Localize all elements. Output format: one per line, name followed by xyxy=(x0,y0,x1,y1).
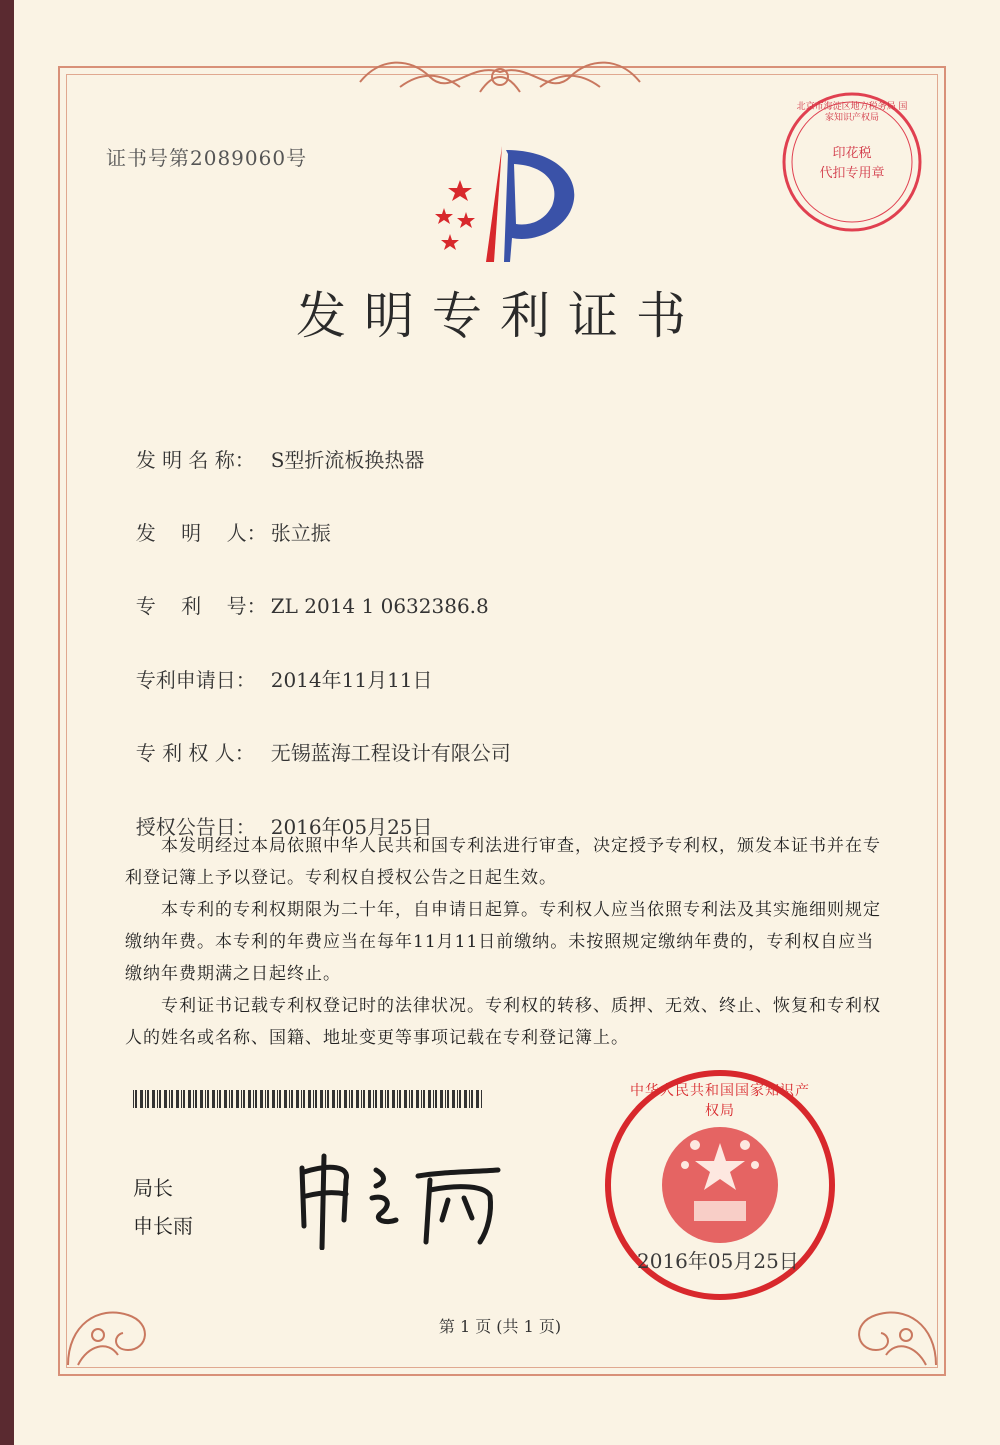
barcode-stripe xyxy=(260,1090,263,1108)
seal-ring-text: 中华人民共和国国家知识产权局 xyxy=(630,1083,810,1119)
barcode-stripe xyxy=(428,1090,431,1108)
barcode-stripe xyxy=(212,1090,215,1108)
barcode-stripe xyxy=(476,1090,479,1108)
barcode-stripe xyxy=(272,1090,275,1108)
barcode-stripe xyxy=(421,1090,422,1108)
barcode-stripe xyxy=(433,1090,434,1108)
barcode-stripe xyxy=(387,1090,389,1108)
barcode-stripe xyxy=(385,1090,386,1108)
barcode-stripe xyxy=(301,1090,302,1108)
barcode-stripe xyxy=(224,1090,227,1108)
barcode-stripe xyxy=(349,1090,350,1108)
barcode-stripe xyxy=(248,1090,251,1108)
barcode-stripe xyxy=(392,1090,395,1108)
barcode-stripe xyxy=(481,1090,482,1108)
barcode-stripe xyxy=(375,1090,377,1108)
barcode-stripe xyxy=(411,1090,413,1108)
barcode-stripe xyxy=(469,1090,470,1108)
tax-stamp-ring-text: 北京市海淀区地方税务局 国家知识产权局 xyxy=(796,102,908,123)
barcode-stripe xyxy=(447,1090,449,1108)
field-value: 2016年05月25日 xyxy=(270,815,433,839)
barcode-stripe xyxy=(423,1090,425,1108)
barcode-stripe xyxy=(219,1090,221,1108)
field-value: S型折流板换热器 xyxy=(270,448,425,472)
barcode-stripe xyxy=(183,1090,185,1108)
barcode-stripe xyxy=(171,1090,173,1108)
barcode-stripe xyxy=(327,1090,329,1108)
barcode-stripe xyxy=(152,1090,155,1108)
field-label: 授权公告日： xyxy=(135,815,256,839)
barcode-stripe xyxy=(164,1090,167,1108)
field-label: 发 明 人： xyxy=(135,521,267,545)
director-signature xyxy=(290,1150,530,1250)
barcode-stripe xyxy=(279,1090,281,1108)
barcode-stripe xyxy=(445,1090,446,1108)
tax-stamp-line2: 代扣专用章 xyxy=(819,166,885,181)
barcode-stripe xyxy=(332,1090,335,1108)
barcode-stripe xyxy=(207,1090,209,1108)
director-name: 申长雨 xyxy=(133,1214,193,1238)
field-patent-number xyxy=(123,566,489,619)
barcode-stripe xyxy=(416,1090,419,1108)
barcode-stripe xyxy=(325,1090,326,1108)
barcode-stripe xyxy=(265,1090,266,1108)
page-footer: 第 1 页 (共 1 页) xyxy=(438,1317,562,1336)
barcode-stripe xyxy=(205,1090,206,1108)
barcode-stripe xyxy=(253,1090,254,1108)
barcode-stripe xyxy=(404,1090,407,1108)
field-value: 张立振 xyxy=(270,521,331,545)
barcode-stripe xyxy=(277,1090,278,1108)
barcode-stripe xyxy=(339,1090,341,1108)
barcode-stripe xyxy=(241,1090,242,1108)
field-value: 2014年11月11日 xyxy=(270,668,433,692)
barcode-stripe xyxy=(320,1090,323,1108)
barcode-stripe xyxy=(435,1090,437,1108)
seal-date: 2016年05月25日 xyxy=(637,1249,799,1273)
barcode-stripe xyxy=(471,1090,473,1108)
field-patentee xyxy=(123,713,511,766)
field-value: 无锡蓝海工程设计有限公司 xyxy=(270,741,511,765)
barcode-stripe xyxy=(380,1090,383,1108)
barcode-stripe xyxy=(291,1090,293,1108)
field-invention-name xyxy=(123,420,424,473)
barcode-stripe xyxy=(135,1090,137,1108)
tax-stamp-line1: 印花税 xyxy=(832,146,872,161)
barcode-stripe xyxy=(457,1090,458,1108)
barcode-stripe xyxy=(231,1090,233,1108)
barcode-stripe xyxy=(140,1090,143,1108)
barcode-stripe xyxy=(145,1090,146,1108)
field-label: 专利申请日： xyxy=(135,668,256,692)
patent-office-logo-icon xyxy=(420,142,580,268)
barcode-stripe xyxy=(337,1090,338,1108)
barcode-stripe xyxy=(159,1090,161,1108)
barcode-stripe xyxy=(363,1090,365,1108)
field-label: 专 利 号： xyxy=(135,594,267,618)
barcode-stripe xyxy=(399,1090,401,1108)
barcode-stripe xyxy=(344,1090,347,1108)
barcode-stripe xyxy=(217,1090,218,1108)
barcode-stripe xyxy=(236,1090,239,1108)
barcode-stripe xyxy=(147,1090,149,1108)
barcode-stripe xyxy=(169,1090,170,1108)
barcode-stripe xyxy=(356,1090,359,1108)
barcode-stripe xyxy=(303,1090,305,1108)
barcode-stripe xyxy=(193,1090,194,1108)
field-application-date xyxy=(123,640,433,693)
barcode xyxy=(133,1090,483,1108)
barcode-stripe xyxy=(133,1090,134,1108)
certificate-body xyxy=(125,830,885,1054)
field-label: 专 利 权 人： xyxy=(135,741,255,765)
barcode-stripe xyxy=(267,1090,269,1108)
barcode-stripe xyxy=(373,1090,374,1108)
barcode-stripe xyxy=(200,1090,203,1108)
director-title: 局长 xyxy=(133,1176,173,1200)
field-value: ZL 2014 1 0632386.8 xyxy=(270,594,489,618)
certificate-title: 发明专利证书 xyxy=(296,287,704,345)
barcode-stripe xyxy=(313,1090,314,1108)
barcode-stripe xyxy=(308,1090,311,1108)
body-paragraph: 本专利的专利权期限为二十年，自申请日起算。专利权人应当依照专利法及其实施细则规定缴纳年费。本专利的年费应当在每年11月11日前缴纳。未按照规定缴纳年费的，专利权自应当缴纳年费期满之日起终止。 xyxy=(125,900,881,984)
barcode-stripe xyxy=(464,1090,467,1108)
barcode-stripe xyxy=(195,1090,197,1108)
barcode-stripe xyxy=(296,1090,299,1108)
barcode-stripe xyxy=(176,1090,179,1108)
barcode-stripe xyxy=(229,1090,230,1108)
barcode-stripe xyxy=(315,1090,317,1108)
barcode-stripe xyxy=(157,1090,158,1108)
field-label: 发 明 名 称： xyxy=(135,448,255,472)
top-ornament xyxy=(340,52,660,102)
barcode-stripe xyxy=(181,1090,182,1108)
field-inventor xyxy=(123,493,331,546)
body-paragraph: 专利证书记载专利权登记时的法律状况。专利权的转移、质押、无效、终止、恢复和专利权人的姓名或名称、国籍、地址变更等事项记载在专利登记簿上。 xyxy=(125,996,881,1048)
body-paragraph: 本发明经过本局依照中华人民共和国专利法进行审查，决定授予专利权，颁发本证书并在专利登记簿上予以登记。专利权自授权公告之日起生效。 xyxy=(125,836,881,888)
barcode-stripe xyxy=(368,1090,371,1108)
barcode-stripe xyxy=(440,1090,443,1108)
barcode-stripe xyxy=(255,1090,257,1108)
barcode-stripe xyxy=(459,1090,461,1108)
barcode-stripe xyxy=(361,1090,362,1108)
barcode-stripe xyxy=(397,1090,398,1108)
barcode-stripe xyxy=(243,1090,245,1108)
barcode-stripe xyxy=(351,1090,353,1108)
barcode-stripe xyxy=(452,1090,455,1108)
barcode-stripe xyxy=(409,1090,410,1108)
barcode-stripe xyxy=(284,1090,287,1108)
barcode-stripe xyxy=(188,1090,191,1108)
certificate-number: 证书号第2089060号 xyxy=(106,146,308,170)
barcode-stripe xyxy=(289,1090,290,1108)
